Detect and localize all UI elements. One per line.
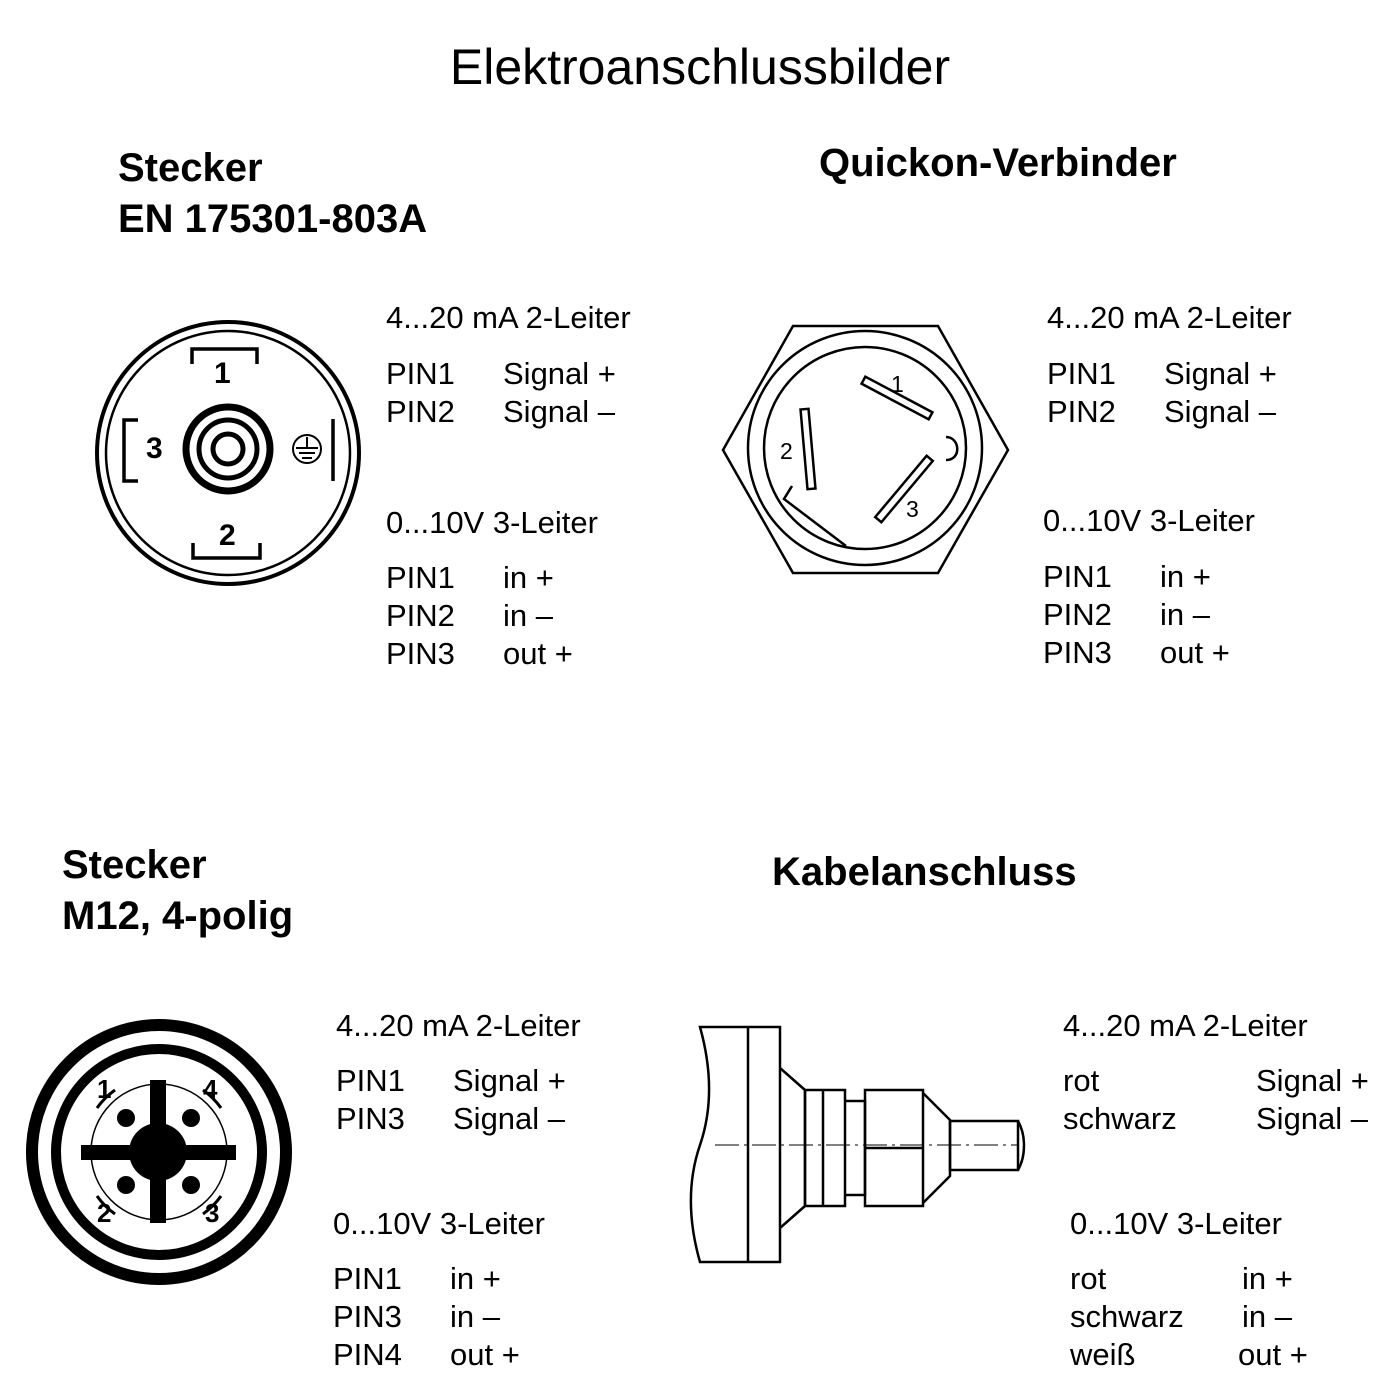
function-cell: in + xyxy=(503,560,554,595)
cable-group1-heading: 4...20 mA 2-Leiter xyxy=(1063,1008,1308,1043)
quickon-group2-heading: 0...10V 3-Leiter xyxy=(1043,503,1255,538)
quickon-pin3-label: 3 xyxy=(906,496,919,522)
function-cell: in – xyxy=(450,1299,500,1334)
wire-color-cell: rot xyxy=(1063,1063,1100,1098)
pin-cell: PIN3 xyxy=(336,1101,405,1136)
en175301-group2-heading: 0...10V 3-Leiter xyxy=(386,505,598,540)
pin-cell: PIN2 xyxy=(386,394,455,429)
table-row xyxy=(386,559,573,597)
quickon-pin2-label: 2 xyxy=(780,438,793,464)
pin-cell: PIN1 xyxy=(386,356,455,391)
function-cell: out + xyxy=(503,636,573,671)
table-row xyxy=(386,597,573,635)
m12-title-line2: M12, 4-polig xyxy=(62,894,294,938)
m12-title xyxy=(62,840,293,942)
table-row xyxy=(386,355,616,393)
pin-cell: PIN2 xyxy=(386,598,455,633)
table-row xyxy=(1070,1298,1308,1336)
quickon-group1-heading: 4...20 mA 2-Leiter xyxy=(1047,300,1292,335)
m12-group2-heading: 0...10V 3-Leiter xyxy=(333,1206,545,1241)
quickon-connector-face xyxy=(723,326,1008,573)
m12-group2-table xyxy=(333,1260,520,1374)
m12-connector-face xyxy=(32,1025,286,1279)
cable-group2-heading: 0...10V 3-Leiter xyxy=(1070,1206,1282,1241)
m12-pin1-label: 1 xyxy=(97,1074,112,1104)
quickon-pin1-label: 1 xyxy=(891,371,904,397)
quickon-group1-table xyxy=(1047,355,1277,431)
m12-pin3-label: 3 xyxy=(205,1198,220,1228)
en175301-title-line1: Stecker xyxy=(118,146,263,190)
wire-color-cell: schwarz xyxy=(1063,1101,1177,1136)
en175301-group1-table xyxy=(386,355,616,431)
function-cell: Signal + xyxy=(453,1063,566,1098)
table-row xyxy=(1043,558,1230,596)
cable-group1-table xyxy=(1063,1062,1369,1138)
table-row xyxy=(336,1100,566,1138)
pin-cell: PIN1 xyxy=(336,1063,405,1098)
m12-pin4-label: 4 xyxy=(203,1074,218,1104)
m12-pin2-label: 2 xyxy=(97,1198,112,1228)
function-cell: Signal – xyxy=(453,1101,566,1136)
function-cell: in – xyxy=(1242,1299,1292,1334)
function-cell: in + xyxy=(1160,559,1211,594)
pin-cell: PIN3 xyxy=(333,1299,402,1334)
table-row xyxy=(386,635,573,673)
table-row xyxy=(1043,634,1230,672)
function-cell: out + xyxy=(1238,1337,1308,1372)
pin-cell: PIN1 xyxy=(1043,559,1112,594)
cable-gland-drawing xyxy=(691,1027,1024,1262)
cable-group2-table xyxy=(1070,1260,1308,1374)
cable-title: Kabelanschluss xyxy=(772,850,1077,894)
pin-cell: PIN1 xyxy=(1047,356,1116,391)
table-row xyxy=(336,1062,566,1100)
pin-cell: PIN2 xyxy=(1047,394,1116,429)
table-row xyxy=(386,393,616,431)
pin-cell: PIN1 xyxy=(333,1261,402,1296)
table-row xyxy=(333,1336,520,1374)
table-row xyxy=(1070,1336,1308,1374)
wire-color-cell: schwarz xyxy=(1070,1299,1184,1334)
pin-cell: PIN3 xyxy=(1043,635,1112,670)
table-row xyxy=(1070,1260,1308,1298)
function-cell: out + xyxy=(1160,635,1230,670)
function-cell: Signal + xyxy=(1256,1063,1369,1098)
en175301-group2-table xyxy=(386,559,573,673)
m12-group1-table xyxy=(336,1062,566,1138)
function-cell: Signal – xyxy=(1256,1101,1369,1136)
function-cell: in – xyxy=(503,598,553,633)
table-row xyxy=(1063,1062,1369,1100)
m12-group1-heading: 4...20 mA 2-Leiter xyxy=(336,1008,581,1043)
function-cell: in + xyxy=(450,1261,501,1296)
m12-title-line1: Stecker xyxy=(62,843,207,887)
en175301-pin1-label: 1 xyxy=(214,357,231,390)
function-cell: out + xyxy=(450,1337,520,1372)
en175301-group1-heading: 4...20 mA 2-Leiter xyxy=(386,300,631,335)
table-row xyxy=(333,1260,520,1298)
table-row xyxy=(1043,596,1230,634)
en175301-pin3-label: 3 xyxy=(146,432,163,465)
pin-cell: PIN2 xyxy=(1043,597,1112,632)
en175301-title-line2: EN 175301-803A xyxy=(118,197,428,241)
table-row xyxy=(1047,393,1277,431)
function-cell: Signal – xyxy=(503,394,616,429)
function-cell: in + xyxy=(1242,1261,1293,1296)
wire-color-cell: rot xyxy=(1070,1261,1107,1296)
function-cell: Signal + xyxy=(1164,356,1277,391)
table-row xyxy=(333,1298,520,1336)
function-cell: in – xyxy=(1160,597,1210,632)
page-title: Elektroanschlussbilder xyxy=(449,39,951,95)
quickon-group2-table xyxy=(1043,558,1230,672)
pin-cell: PIN3 xyxy=(386,636,455,671)
wire-color-cell: weiß xyxy=(1070,1337,1136,1372)
table-row xyxy=(1063,1100,1369,1138)
function-cell: Signal – xyxy=(1164,394,1277,429)
ground-icon xyxy=(293,435,321,463)
pin-cell: PIN4 xyxy=(333,1337,402,1372)
en175301-pin2-label: 2 xyxy=(219,519,236,552)
table-row xyxy=(1047,355,1277,393)
pin-cell: PIN1 xyxy=(386,560,455,595)
quickon-title: Quickon-Verbinder xyxy=(819,141,1177,185)
en175301-title xyxy=(118,143,427,245)
function-cell: Signal + xyxy=(503,356,616,391)
